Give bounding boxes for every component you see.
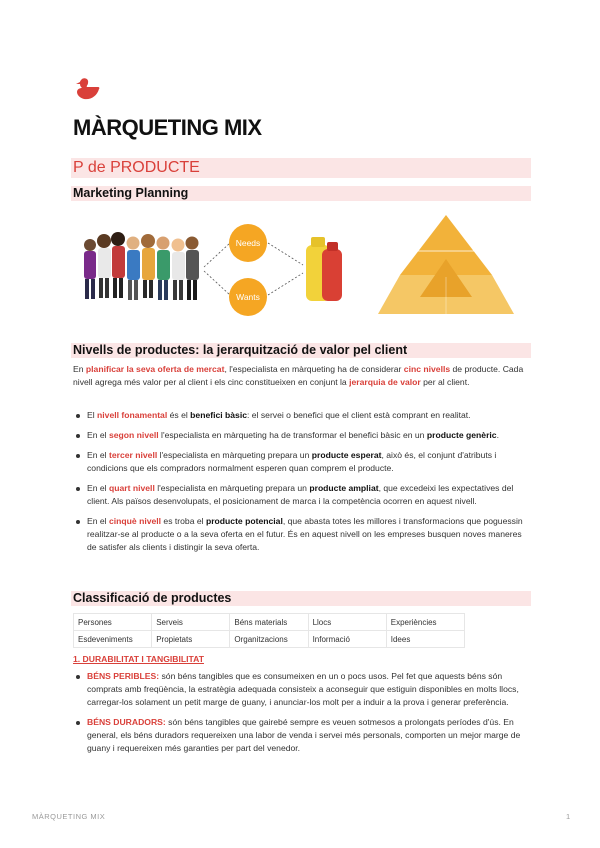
table-cell: Experiències: [386, 614, 464, 631]
heading-marketing-planning: Marketing Planning: [71, 186, 531, 201]
list-item: En el segon nivell l'especialista en màrqueting ha de transformar el benefici bàsic en un producte genèric.: [73, 429, 531, 442]
table-cell: Llocs: [308, 614, 386, 631]
list-item: En el cinquè nivell es troba el producte potencial, que abasta totes les millores i transformacions que poguessin realitzar-se al producte o a la seva oferta en el futur. És en aquest nivell on les empreses busquen noves maneres de satisfer als clients i distingir la seva oferta.: [73, 515, 531, 554]
people-group-image: [84, 232, 199, 300]
levels-intro: En planificar la seva oferta de mercat, l'especialista en màrqueting ha de considerar cinc nivells de producte. Cada nivell agrega més valor per al client i els cinc constitueixen en conjunt la jerarquia de valor per al client.: [73, 364, 524, 387]
wants-label: Wants: [236, 292, 260, 302]
heading-product-levels: Nivells de productes: la jerarquització de valor pel client: [71, 343, 531, 358]
levels-list: [73, 409, 531, 561]
table-cell: Esdeveniments: [74, 631, 152, 648]
footer-label: MÀRQUETING MIX: [32, 812, 106, 821]
table-cell: Idees: [386, 631, 464, 648]
heading-classification: Classificació de productes: [71, 591, 531, 606]
table-cell: Organitzacions: [230, 631, 308, 648]
durability-list: [73, 670, 531, 762]
table-cell: Informació: [308, 631, 386, 648]
subsection-durability-title: 1. DURABILITAT I TANGIBILITAT: [73, 654, 204, 664]
classification-table: [73, 613, 465, 648]
table-row: [74, 631, 465, 648]
table-cell: Béns materials: [230, 614, 308, 631]
section-heading-producte: P de PRODUCTE: [71, 158, 531, 178]
duck-icon: [75, 76, 101, 102]
table-cell: Serveis: [152, 614, 230, 631]
list-item: En el quart nivell l'especialista en màrqueting prepara un producte ampliat, que excedeixi les expectatives del client. Als països desenvolupats, el posicionament de marca i la competència ocorren en aquest nivell.: [73, 482, 531, 508]
list-item: El nivell fonamental és el benefici bàsic: el servei o benefici que el client està comprant en realitat.: [73, 409, 531, 422]
list-item: En el tercer nivell l'especialista en màrqueting prepara un producte esperat, això és, el conjunt d'atributs i condicions que els compradors normalment esperen quan comprem el producte.: [73, 449, 531, 475]
page-number: 1: [566, 812, 571, 821]
table-cell: Propietats: [152, 631, 230, 648]
product-levels-pyramid: [378, 215, 514, 314]
list-item: BÉNS DURADORS: són béns tangibles que gairebé sempre es veuen sotmesos a prolongats períodes d'ús. En general, els béns duradors requereixen una labor de venda i servei més personals, comporten un mejor marge de guany i requereixen més garanties per part del venedor.: [73, 716, 531, 755]
table-cell: Persones: [74, 614, 152, 631]
bottles-image: [306, 237, 342, 301]
table-row: [74, 614, 465, 631]
document-title: MÀRQUETING MIX: [73, 115, 262, 140]
marketing-planning-illustration: [78, 215, 524, 327]
list-item: BÉNS PERIBLES: són béns tangibles que es consumeixen en un o pocs usos. Pel fet que aquests béns són comprats amb freqüència, la estratègia adequada consisteix a aconseguir que estiguin disponibles en molts llocs, carregar-los solament un petit marge de guany, i anunciar-los molt per a induir a la prova i generar preferència.: [73, 670, 531, 709]
needs-label: Needs: [235, 238, 261, 248]
